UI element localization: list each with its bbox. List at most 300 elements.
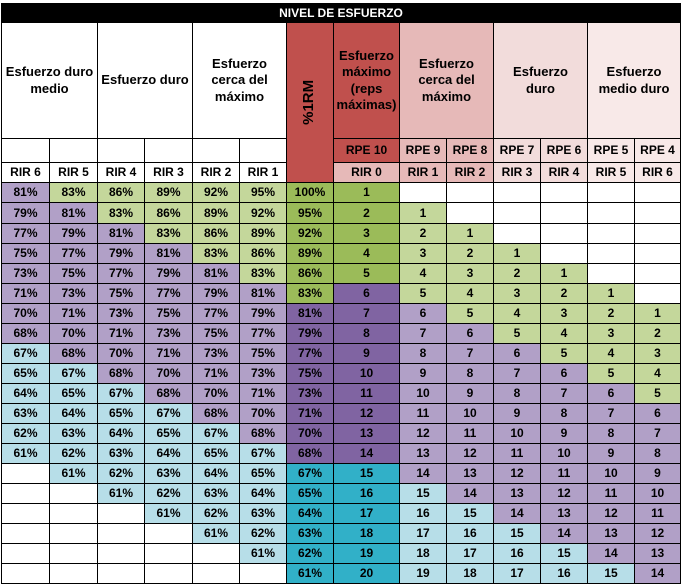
rir-label: RIR 2 [193, 163, 240, 183]
reps-cell: 12 [635, 524, 681, 544]
reps-cell: 12 [494, 464, 541, 484]
rpe-label: RPE 8 [447, 139, 494, 163]
pct-cell: 68% [145, 384, 193, 404]
group-header: Esfuerzo duro medio [1, 23, 98, 139]
max-reps-cell: 6 [334, 284, 400, 304]
reps-cell: 18 [447, 564, 494, 584]
rir-label: RIR 0 [334, 163, 400, 183]
max-reps-cell: 20 [334, 564, 400, 584]
rm-pct-cell: 81% [287, 304, 334, 324]
reps-cell: 9 [588, 444, 635, 464]
empty-cell [98, 139, 145, 163]
reps-cell: 15 [400, 484, 447, 504]
reps-cell: 9 [494, 404, 541, 424]
reps-cell: 13 [494, 484, 541, 504]
pct-cell: 67% [98, 384, 145, 404]
reps-cell: 18 [400, 544, 447, 564]
pct-cell: 64% [50, 404, 98, 424]
empty-cell [240, 139, 287, 163]
pct-cell [98, 504, 145, 524]
reps-cell: 3 [494, 284, 541, 304]
empty-cell [145, 139, 193, 163]
pct-cell: 73% [1, 264, 50, 284]
pct-cell: 73% [98, 304, 145, 324]
rir-label: RIR 4 [541, 163, 588, 183]
reps-cell: 4 [541, 324, 588, 344]
pct-cell: 77% [1, 224, 50, 244]
pct-cell [98, 524, 145, 544]
pct-cell [145, 524, 193, 544]
reps-cell [635, 284, 681, 304]
pct-cell: 81% [98, 224, 145, 244]
reps-cell: 11 [541, 464, 588, 484]
max-reps-cell: 1 [334, 183, 400, 203]
reps-cell: 16 [541, 564, 588, 584]
reps-cell: 11 [588, 484, 635, 504]
max-reps-cell: 11 [334, 384, 400, 404]
reps-cell [494, 224, 541, 244]
pct-cell: 86% [193, 224, 240, 244]
pct-cell: 83% [98, 203, 145, 224]
rir-label: RIR 1 [240, 163, 287, 183]
reps-cell: 10 [400, 384, 447, 404]
reps-cell: 1 [635, 304, 681, 324]
rir-label: RIR 6 [635, 163, 681, 183]
reps-cell: 7 [400, 324, 447, 344]
rm-pct-cell: 83% [287, 284, 334, 304]
reps-cell [494, 203, 541, 224]
pct-cell: 89% [145, 183, 193, 203]
pct-cell: 65% [240, 464, 287, 484]
reps-cell: 7 [447, 344, 494, 364]
pct-cell: 70% [98, 344, 145, 364]
pct-cell: 71% [98, 324, 145, 344]
pct-cell: 95% [240, 183, 287, 203]
reps-cell: 5 [541, 344, 588, 364]
pct-cell: 64% [98, 424, 145, 444]
reps-cell: 15 [447, 504, 494, 524]
pct-cell: 77% [98, 264, 145, 284]
pct-cell: 79% [240, 304, 287, 324]
pct-cell: 62% [50, 444, 98, 464]
reps-cell: 11 [400, 404, 447, 424]
reps-cell: 8 [447, 364, 494, 384]
pct-cell [98, 544, 145, 564]
reps-cell: 16 [400, 504, 447, 524]
reps-cell: 7 [588, 404, 635, 424]
pct-cell [1, 524, 50, 544]
reps-cell [494, 183, 541, 203]
rm-pct-cell: 86% [287, 264, 334, 284]
pct-cell: 68% [50, 344, 98, 364]
pct-cell: 61% [145, 504, 193, 524]
reps-cell [588, 224, 635, 244]
max-reps-cell: 4 [334, 244, 400, 264]
reps-cell: 2 [447, 244, 494, 264]
reps-cell: 14 [635, 564, 681, 584]
reps-cell: 6 [635, 404, 681, 424]
pct-cell: 89% [193, 203, 240, 224]
group-header: Esfuerzo duro [98, 23, 193, 139]
pct-cell: 77% [240, 324, 287, 344]
reps-cell [447, 183, 494, 203]
rm-pct-cell: 71% [287, 404, 334, 424]
max-reps-cell: 3 [334, 224, 400, 244]
reps-cell: 17 [400, 524, 447, 544]
pct-cell: 83% [240, 264, 287, 284]
rm-pct-cell: 100% [287, 183, 334, 203]
max-reps-cell: 9 [334, 344, 400, 364]
pct-cell: 63% [193, 484, 240, 504]
reps-cell [541, 224, 588, 244]
pct-cell: 79% [1, 203, 50, 224]
reps-cell [635, 183, 681, 203]
pct-cell: 65% [98, 404, 145, 424]
pct-cell [1, 464, 50, 484]
reps-cell [541, 244, 588, 264]
reps-cell [635, 203, 681, 224]
pct-cell: 61% [98, 484, 145, 504]
rm-pct-cell: 89% [287, 244, 334, 264]
rm-pct-cell: 73% [287, 384, 334, 404]
reps-cell: 3 [588, 324, 635, 344]
pct-cell: 70% [1, 304, 50, 324]
rir-label: RIR 6 [1, 163, 50, 183]
reps-cell: 5 [494, 324, 541, 344]
pct-cell: 86% [240, 244, 287, 264]
reps-cell: 10 [447, 404, 494, 424]
reps-cell: 10 [635, 484, 681, 504]
reps-cell: 11 [447, 424, 494, 444]
reps-cell: 1 [447, 224, 494, 244]
reps-cell: 15 [541, 544, 588, 564]
rir-label: RIR 5 [588, 163, 635, 183]
rm-pct-cell: 70% [287, 424, 334, 444]
rir-label: RIR 3 [145, 163, 193, 183]
reps-cell: 2 [541, 284, 588, 304]
rm-pct-cell: 75% [287, 364, 334, 384]
rpe-label: RPE 5 [588, 139, 635, 163]
reps-cell: 6 [400, 304, 447, 324]
pct-cell: 64% [1, 384, 50, 404]
pct-cell [145, 564, 193, 584]
rm-pct-cell: 62% [287, 544, 334, 564]
pct-cell: 77% [145, 284, 193, 304]
rir-label: RIR 1 [400, 163, 447, 183]
pct-cell: 61% [1, 444, 50, 464]
pct-cell: 62% [240, 524, 287, 544]
pct-cell: 68% [1, 324, 50, 344]
group-header: Esfuerzo cerca del máximo [193, 23, 287, 139]
pct-cell: 75% [98, 284, 145, 304]
max-reps-cell: 12 [334, 404, 400, 424]
reps-cell: 2 [588, 304, 635, 324]
rir-label: RIR 4 [98, 163, 145, 183]
pct-cell [145, 544, 193, 564]
pct-cell: 63% [145, 464, 193, 484]
pct-cell: 81% [193, 264, 240, 284]
reps-cell: 13 [447, 464, 494, 484]
reps-cell: 14 [588, 544, 635, 564]
reps-cell: 1 [588, 284, 635, 304]
pct-cell: 75% [193, 324, 240, 344]
rm-pct-cell: 63% [287, 524, 334, 544]
reps-cell: 14 [541, 524, 588, 544]
rm-pct-cell: 64% [287, 504, 334, 524]
pct-cell: 65% [50, 384, 98, 404]
pct-cell: 86% [98, 183, 145, 203]
pct-cell: 70% [193, 384, 240, 404]
reps-cell: 12 [541, 484, 588, 504]
reps-cell: 14 [447, 484, 494, 504]
reps-cell [447, 203, 494, 224]
pct-cell [50, 484, 98, 504]
reps-cell: 5 [635, 384, 681, 404]
reps-cell [588, 183, 635, 203]
reps-cell [635, 244, 681, 264]
reps-cell: 6 [447, 324, 494, 344]
pct-rm-label: %1RM [300, 79, 318, 126]
pct-cell [50, 524, 98, 544]
pct-cell: 75% [50, 264, 98, 284]
pct-rm-header [287, 23, 334, 183]
pct-cell: 77% [193, 304, 240, 324]
pct-cell: 79% [50, 224, 98, 244]
pct-cell: 71% [145, 344, 193, 364]
reps-cell [588, 244, 635, 264]
reps-cell [635, 264, 681, 284]
reps-cell [588, 203, 635, 224]
pct-cell: 64% [193, 464, 240, 484]
pct-cell: 73% [145, 324, 193, 344]
reps-cell: 5 [447, 304, 494, 324]
pct-cell: 64% [240, 484, 287, 504]
rpe-label: RPE 9 [400, 139, 447, 163]
reps-cell: 4 [588, 344, 635, 364]
empty-cell [50, 139, 98, 163]
pct-cell [50, 504, 98, 524]
rm-pct-cell: 79% [287, 324, 334, 344]
reps-cell: 8 [635, 444, 681, 464]
reps-cell: 12 [588, 504, 635, 524]
reps-cell: 17 [447, 544, 494, 564]
pct-cell: 67% [145, 404, 193, 424]
reps-cell: 4 [494, 304, 541, 324]
pct-cell [1, 564, 50, 584]
reps-cell: 12 [447, 444, 494, 464]
reps-cell [635, 224, 681, 244]
pct-cell: 83% [193, 244, 240, 264]
pct-cell: 71% [193, 364, 240, 384]
pct-cell: 81% [1, 183, 50, 203]
pct-cell: 75% [240, 344, 287, 364]
pct-cell: 89% [240, 224, 287, 244]
pct-cell: 64% [145, 444, 193, 464]
reps-cell: 2 [494, 264, 541, 284]
pct-cell: 65% [145, 424, 193, 444]
pct-cell: 81% [145, 244, 193, 264]
pct-cell: 61% [193, 524, 240, 544]
reps-cell: 3 [541, 304, 588, 324]
rm-pct-cell: 92% [287, 224, 334, 244]
reps-cell: 4 [447, 284, 494, 304]
pct-cell: 73% [240, 364, 287, 384]
max-reps-cell: 5 [334, 264, 400, 284]
pct-cell: 75% [145, 304, 193, 324]
rm-pct-cell: 67% [287, 464, 334, 484]
reps-cell: 3 [635, 344, 681, 364]
reps-cell [541, 183, 588, 203]
reps-cell: 9 [635, 464, 681, 484]
reps-cell: 7 [541, 384, 588, 404]
reps-cell: 11 [635, 504, 681, 524]
max-reps-cell: 17 [334, 504, 400, 524]
pct-cell: 63% [98, 444, 145, 464]
reps-cell [588, 264, 635, 284]
reps-cell: 9 [400, 364, 447, 384]
pct-cell: 65% [1, 364, 50, 384]
reps-cell: 13 [541, 504, 588, 524]
pct-cell: 67% [1, 344, 50, 364]
pct-cell: 73% [193, 344, 240, 364]
rpe-label: RPE 4 [635, 139, 681, 163]
pct-cell [1, 484, 50, 504]
max-reps-cell: 8 [334, 324, 400, 344]
rir-label: RIR 3 [494, 163, 541, 183]
pct-cell: 70% [145, 364, 193, 384]
reps-cell: 5 [400, 284, 447, 304]
pct-cell: 83% [145, 224, 193, 244]
reps-cell: 16 [447, 524, 494, 544]
pct-cell: 71% [1, 284, 50, 304]
reps-cell: 4 [400, 264, 447, 284]
table-title: NIVEL DE ESFUERZO [1, 3, 681, 23]
rir-label: RIR 5 [50, 163, 98, 183]
pct-cell: 79% [98, 244, 145, 264]
reps-cell: 8 [541, 404, 588, 424]
reps-cell: 14 [400, 464, 447, 484]
reps-cell: 9 [447, 384, 494, 404]
reps-cell: 6 [588, 384, 635, 404]
pct-cell [98, 564, 145, 584]
rpe-label: RPE 6 [541, 139, 588, 163]
rm-pct-cell: 77% [287, 344, 334, 364]
pct-cell: 77% [50, 244, 98, 264]
pct-cell: 68% [98, 364, 145, 384]
pct-cell: 70% [240, 404, 287, 424]
reps-cell: 2 [635, 324, 681, 344]
rm-pct-cell: 95% [287, 203, 334, 224]
reps-cell: 7 [635, 424, 681, 444]
pct-cell: 62% [145, 484, 193, 504]
max-reps-cell: 10 [334, 364, 400, 384]
reps-cell: 3 [400, 244, 447, 264]
pct-cell: 67% [240, 444, 287, 464]
reps-cell: 16 [494, 544, 541, 564]
pct-cell: 63% [240, 504, 287, 524]
reps-cell: 15 [494, 524, 541, 544]
reps-cell: 15 [588, 564, 635, 584]
pct-cell [50, 564, 98, 584]
reps-cell: 10 [588, 464, 635, 484]
pct-cell: 79% [145, 264, 193, 284]
group-header: Esfuerzo cerca del máximo [400, 23, 494, 139]
pct-cell: 61% [50, 464, 98, 484]
reps-cell [400, 183, 447, 203]
max-reps-cell: 15 [334, 464, 400, 484]
pct-cell: 67% [50, 364, 98, 384]
max-reps-cell: 13 [334, 424, 400, 444]
rm-pct-cell: 61% [287, 564, 334, 584]
reps-cell: 13 [588, 524, 635, 544]
reps-cell: 5 [588, 364, 635, 384]
reps-cell: 19 [400, 564, 447, 584]
reps-cell: 1 [494, 244, 541, 264]
pct-cell: 73% [50, 284, 98, 304]
reps-cell: 11 [494, 444, 541, 464]
pct-cell: 63% [50, 424, 98, 444]
reps-cell: 9 [541, 424, 588, 444]
pct-cell: 61% [240, 544, 287, 564]
pct-cell: 71% [50, 304, 98, 324]
empty-cell [1, 139, 50, 163]
group-header: Esfuerzo duro [494, 23, 588, 139]
pct-cell: 70% [50, 324, 98, 344]
reps-cell: 3 [447, 264, 494, 284]
max-effort-header: Esfuerzo máximo (reps máximas) [334, 23, 400, 139]
max-reps-cell: 18 [334, 524, 400, 544]
pct-cell [193, 544, 240, 564]
reps-cell: 2 [400, 224, 447, 244]
reps-cell: 1 [400, 203, 447, 224]
pct-cell [1, 504, 50, 524]
max-reps-cell: 14 [334, 444, 400, 464]
pct-cell: 92% [193, 183, 240, 203]
pct-cell: 68% [193, 404, 240, 424]
reps-cell: 13 [400, 444, 447, 464]
rpe-label: RPE 10 [334, 139, 400, 163]
max-reps-cell: 7 [334, 304, 400, 324]
rir-label: RIR 2 [447, 163, 494, 183]
pct-cell: 62% [193, 504, 240, 524]
max-reps-cell: 16 [334, 484, 400, 504]
reps-cell: 13 [635, 544, 681, 564]
reps-cell: 14 [494, 504, 541, 524]
empty-cell [193, 139, 240, 163]
max-reps-cell: 2 [334, 203, 400, 224]
max-reps-cell: 19 [334, 544, 400, 564]
reps-cell: 8 [494, 384, 541, 404]
pct-cell: 63% [1, 404, 50, 424]
reps-cell: 6 [541, 364, 588, 384]
pct-cell: 86% [145, 203, 193, 224]
reps-cell: 12 [400, 424, 447, 444]
pct-cell: 75% [1, 244, 50, 264]
rm-pct-cell: 68% [287, 444, 334, 464]
rm-pct-cell: 65% [287, 484, 334, 504]
pct-cell: 62% [98, 464, 145, 484]
pct-cell: 67% [193, 424, 240, 444]
pct-cell [1, 544, 50, 564]
reps-cell: 10 [494, 424, 541, 444]
group-header: Esfuerzo medio duro [588, 23, 681, 139]
pct-cell: 83% [50, 183, 98, 203]
reps-cell: 8 [588, 424, 635, 444]
reps-cell: 8 [400, 344, 447, 364]
pct-cell: 71% [240, 384, 287, 404]
reps-cell: 17 [494, 564, 541, 584]
pct-cell: 92% [240, 203, 287, 224]
